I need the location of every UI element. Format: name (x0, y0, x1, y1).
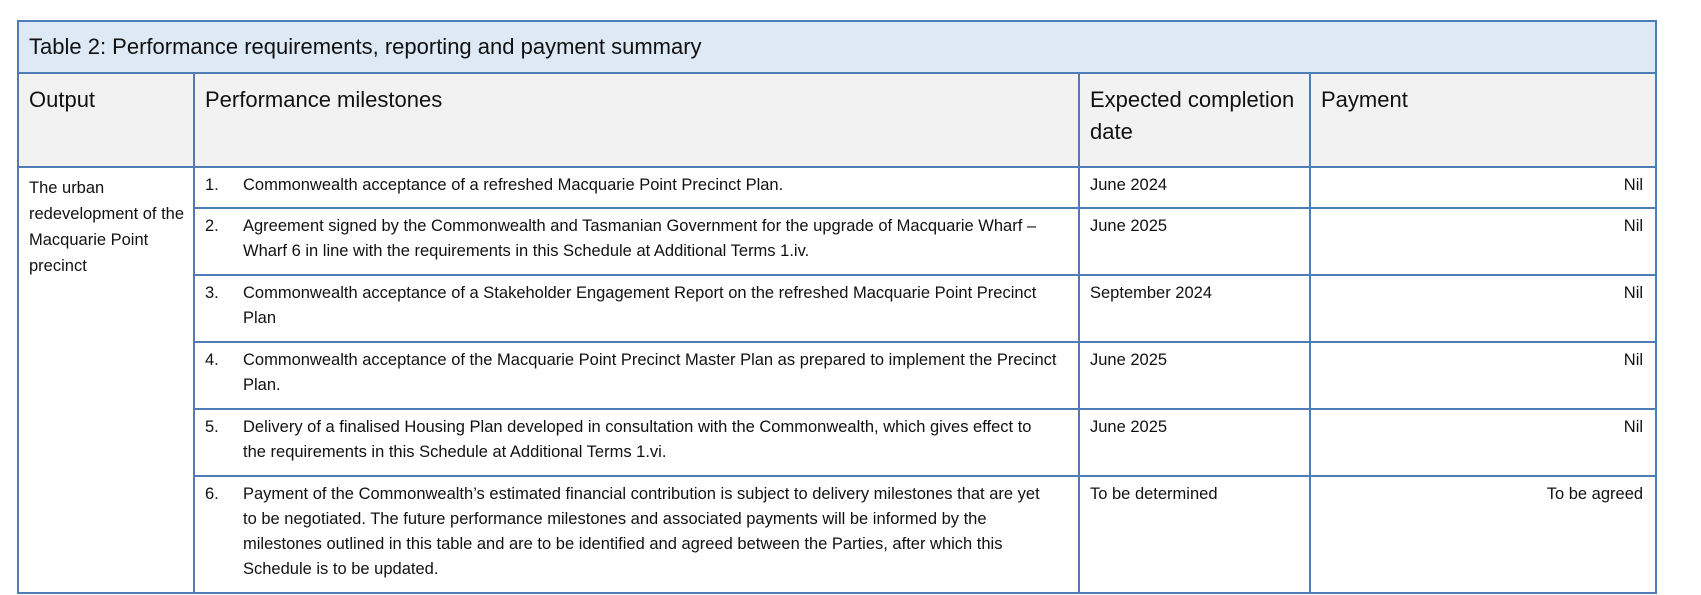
date-cell: June 2025 (1079, 208, 1310, 275)
header-output: Output (18, 73, 194, 167)
payment-cell: Nil (1310, 167, 1656, 208)
milestone-number: 4. (205, 351, 219, 369)
milestone-number: 3. (205, 284, 219, 302)
milestone-number: 5. (205, 418, 219, 436)
milestone-text: Commonwealth acceptance of the Macquarie Point Precinct Master Plan as prepared to implement the Precinct Plan. (243, 351, 1057, 394)
milestone-text: Commonwealth acceptance of a refreshed Macquarie Point Precinct Plan. (243, 176, 784, 194)
header-date: Expected completion date (1079, 73, 1310, 167)
payment-cell: Nil (1310, 342, 1656, 409)
date-cell: To be determined (1079, 476, 1310, 593)
table-row (18, 342, 1656, 409)
table-row (18, 476, 1656, 593)
table-title-row (18, 21, 1656, 73)
table-title: Table 2: Performance requirements, reporting and payment summary (18, 21, 1656, 73)
milestone-cell (194, 208, 1079, 275)
payment-cell: Nil (1310, 275, 1656, 342)
payment-cell: Nil (1310, 409, 1656, 476)
payment-cell: Nil (1310, 208, 1656, 275)
date-cell: June 2025 (1079, 342, 1310, 409)
milestone-cell (194, 275, 1079, 342)
milestone-cell (194, 409, 1079, 476)
milestone-cell (194, 476, 1079, 593)
payment-cell: To be agreed (1310, 476, 1656, 593)
date-cell: June 2025 (1079, 409, 1310, 476)
date-cell: June 2024 (1079, 167, 1310, 208)
table-row (18, 409, 1656, 476)
table-row (18, 275, 1656, 342)
output-cell: The urban redevelopment of the Macquarie Point precinct (18, 167, 194, 593)
milestone-cell (194, 342, 1079, 409)
header-payment: Payment (1310, 73, 1656, 167)
performance-table (17, 20, 1657, 594)
milestone-cell (194, 167, 1079, 208)
milestone-text: Commonwealth acceptance of a Stakeholder Engagement Report on the refreshed Macquarie Point Precinct Plan (243, 284, 1037, 327)
header-milestones: Performance milestones (194, 73, 1079, 167)
milestone-number: 1. (205, 176, 219, 194)
table-row (18, 167, 1656, 208)
table-row (18, 208, 1656, 275)
milestone-text: Agreement signed by the Commonwealth and Tasmanian Government for the upgrade of Macquarie Wharf – Wharf 6 in line with the requirements in this Schedule at Additional Terms 1.iv. (243, 217, 1037, 260)
milestone-text: Payment of the Commonwealth’s estimated financial contribution is subject to delivery milestones that are yet to be negotiated. The future performance milestones and associated payments will be informed by the milestones outlined in this table and are to be identified and agreed between the Parties, after which this Schedule is to be updated. (243, 485, 1040, 578)
table-header-row (18, 73, 1656, 167)
milestone-number: 2. (205, 217, 219, 235)
milestone-number: 6. (205, 485, 219, 503)
date-cell: September 2024 (1079, 275, 1310, 342)
milestone-text: Delivery of a finalised Housing Plan developed in consultation with the Commonwealth, which gives effect to the requirements in this Schedule at Additional Terms 1.vi. (243, 418, 1032, 461)
